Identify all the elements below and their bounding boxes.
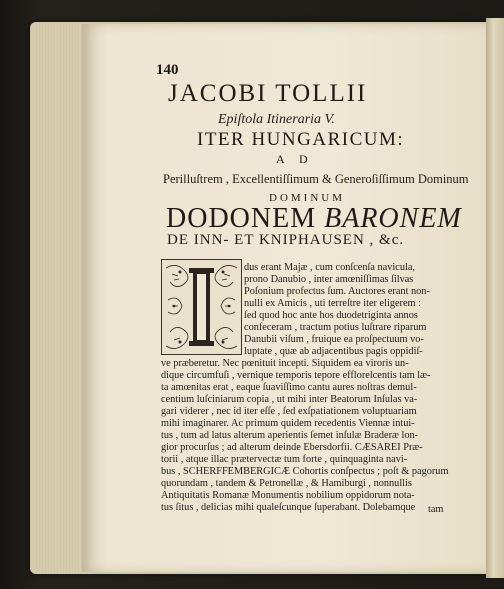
body-line-13: gari viderer , nec id iter eſſe , ſed exſpatiationem voluptuariam	[161, 406, 417, 417]
body-line-8: luptate , quæ ab adjacentibus pagis oppidiſ-	[244, 346, 423, 357]
body-line-7: Danubii viſum , fruique ea proſpectuum vo-	[244, 334, 424, 345]
body-line-12: centium luſciniarum copia , ut mihi inter Beatorum Inſulas va-	[161, 394, 418, 405]
body-line-16: gior procurſus ; ad alterum deinde Ebersdorfii. CÆSAREI Præ-	[161, 442, 423, 453]
dedication-line: Perilluſtrem , Excellentiſſimum & Generoſiſſimum Dominum	[163, 172, 469, 186]
epistle-subtitle: Epiſtola Itineraria V.	[218, 112, 335, 127]
ornament-icon	[162, 260, 241, 354]
body-line-17: torii , atque illac prætervectæ tum forte , quinquaginta navi-	[161, 454, 408, 465]
body-line-2: prono Danubio , inter amœniſſimas ſilvas	[244, 274, 414, 285]
body-line-19: quorundam , tandem & Petronellæ , & Hamiburgi , nonnullis	[161, 478, 412, 489]
author-title: JACOBI TOLLII	[168, 80, 368, 107]
body-line-18: bus , SCHERFFEMBERGICÆ Cohortis conſpectus ; poſt & pagorum	[161, 466, 449, 477]
dominum-line: DOMINUM	[269, 192, 345, 204]
facing-page-edge	[486, 18, 504, 578]
body-line-6: confeceram , tractum potius luſtrare riparum	[244, 322, 427, 333]
body-line-15: tus , tum ad latus alterum aperientis ſemet inſulæ Braderæ lon-	[161, 430, 419, 441]
page-number: 140	[156, 62, 179, 78]
body-line-4: nulli ex Amicis , uti terreſtre iter eligerem :	[244, 298, 421, 309]
decorated-initial	[161, 259, 242, 355]
body-line-3: Poſonium profectus ſum. Auctores erant non-	[244, 286, 430, 297]
dedicatee-title: DE INN- ET KNIPHAUSEN , &c.	[167, 232, 405, 248]
body-line-1: dus erant Majæ , cum conſcenſa navicula,	[244, 262, 415, 273]
catchword: tam	[428, 504, 444, 515]
body-line-9: ve præberetur. Nec pœnituit incepti. Siquidem ea viroris un-	[161, 358, 409, 369]
body-line-11: ta amœnitas erat , eaque ſuaviſſimo cantu aures noſtras demul-	[161, 382, 417, 393]
dedicatee-name-italic: BARONEM	[324, 203, 462, 234]
body-line-5: ſed quod hoc ante hos duodetriginta annos	[244, 310, 418, 321]
dedicatee-name-plain: DODONEM	[166, 203, 317, 234]
body-line-14: mihi imaginarer. Ac primum quidem recedentis Viennæ intui-	[161, 418, 415, 429]
body-line-21: tus ſitus , delicias mihi qualeſcunque ſuperabant. Dolebamque	[161, 502, 416, 513]
dedicatee-name	[166, 203, 462, 235]
iter-title: ITER HUNGARICUM:	[197, 129, 405, 150]
body-line-20: Antiquitatis Romanæ Monumentis nobilium oppidorum nota-	[161, 490, 415, 501]
body-line-10: dique circumfuſi , vernique temporis tepore efflorelcentis tam læ-	[161, 370, 431, 381]
ad-line: A D	[276, 152, 314, 166]
